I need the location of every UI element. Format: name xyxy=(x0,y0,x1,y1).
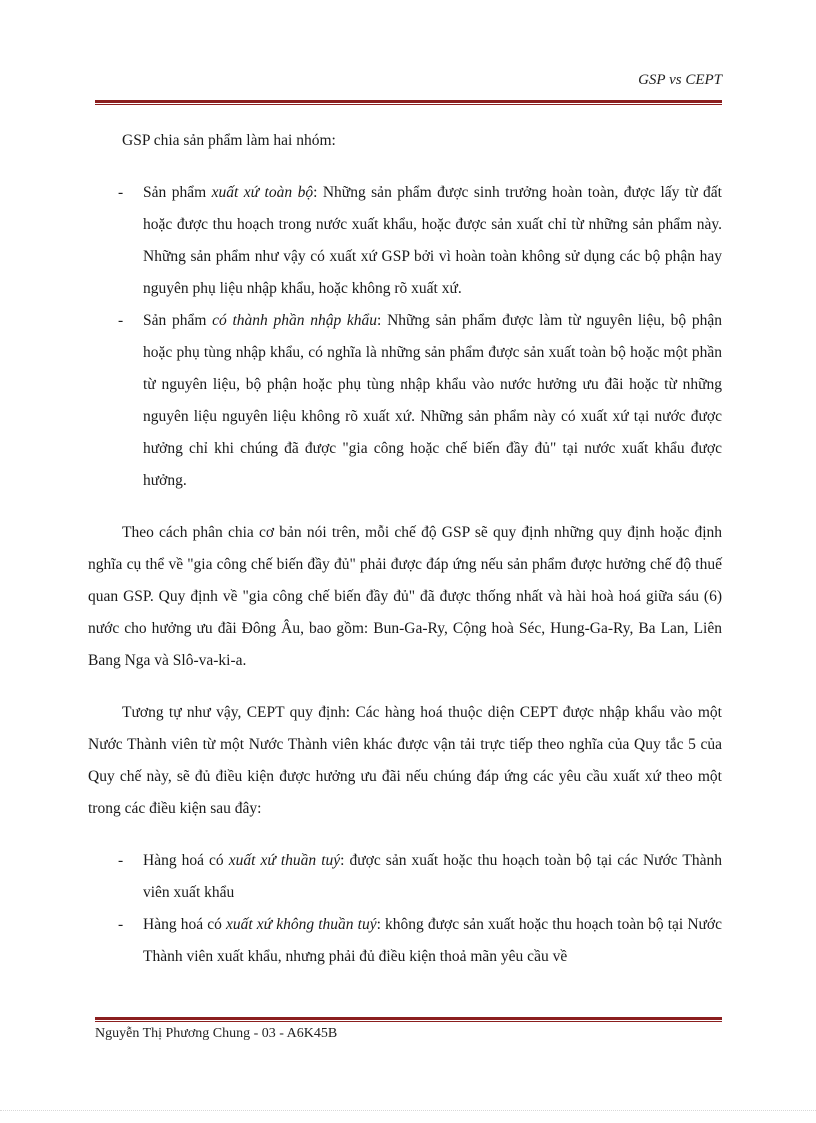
header-title: GSP vs CEPT xyxy=(638,72,722,88)
item-prefix: Hàng hoá có xyxy=(143,916,226,933)
list-item xyxy=(88,845,722,909)
gsp-product-groups-list xyxy=(88,177,722,497)
document-body xyxy=(88,125,722,973)
list-item xyxy=(88,909,722,973)
item-term: có thành phần nhập khẩu xyxy=(212,312,378,329)
item-prefix: Sản phẩm xyxy=(143,184,212,201)
item-text: : không được sản xuất hoặc thu hoạch toàn bộ tại Nước Thành viên xuất khẩu, nhưng phải đủ điều kiện thoả mãn yêu cầu về xyxy=(143,916,722,965)
item-text: : Những sản phẩm được sinh trưởng hoàn toàn, được lấy từ đất hoặc được thu hoạch trong nước xuất khẩu, hoặc được sản xuất chỉ từ những sản phẩm này. Những sản phẩm như vậy có xuất xứ GSP bởi vì hoàn toàn không sử dụng các bộ phận hay nguyên phụ liệu nhập khẩu, hoặc không rõ xuất xứ. xyxy=(143,184,722,297)
item-term: xuất xứ toàn bộ xyxy=(211,184,314,201)
footer-rule xyxy=(95,1017,722,1023)
dash-bullet: - xyxy=(118,916,124,933)
footer-author: Nguyễn Thị Phương Chung - 03 - A6K45B xyxy=(95,1026,338,1041)
item-term: xuất xứ thuần tuý xyxy=(228,852,341,869)
page-edge-divider xyxy=(0,1110,816,1111)
paragraph-gsp-processing: Theo cách phân chia cơ bản nói trên, mỗi chế độ GSP sẽ quy định những quy định hoặc định nghĩa cụ thể về "gia công chế biến đầy đủ" phải được đáp ứng nếu sản phẩm được hưởng chế độ thuế quan GSP. Quy định về "gia công chế biến đầy đủ" đã được thống nhất và hài hoà hoá giữa sáu (6) nước cho hưởng ưu đãi Đông Âu, bao gồm: Bun-Ga-Ry, Cộng hoà Séc, Hung-Ga-Ry, Ba Lan, Liên Bang Nga và Slô-va-ki-a. xyxy=(88,524,722,669)
item-prefix: Hàng hoá có xyxy=(143,852,229,869)
intro-text: GSP chia sản phẩm làm hai nhóm: xyxy=(122,132,336,149)
item-prefix: Sản phẩm xyxy=(143,312,213,329)
paragraph-cept-rules: Tương tự như vậy, CEPT quy định: Các hàng hoá thuộc diện CEPT được nhập khẩu vào một Nước Thành viên từ một Nước Thành viên khác được vận tải trực tiếp theo nghĩa của Quy tắc 5 của Quy chế này, sẽ đủ điều kiện được hưởng ưu đãi nếu chúng đáp ứng các yêu cầu xuất xứ theo một trong các điều kiện sau đây: xyxy=(88,704,722,817)
dash-bullet: - xyxy=(118,852,124,869)
item-term: xuất xứ không thuần tuý xyxy=(225,916,377,933)
item-text: : Những sản phẩm được làm từ nguyên liệu, bộ phận hoặc phụ tùng nhập khẩu, có nghĩa là những sản phẩm được sản xuất toàn bộ hoặc một phần từ nguyên liệu, bộ phận hoặc phụ tùng nhập khẩu vào nước hưởng ưu đãi hoặc từ những nguyên liệu nguyên liệu không rõ xuất xứ. Những sản phẩm này có xuất xứ tại nước được hưởng chỉ khi chúng đã được "gia công hoặc chế biến đầy đủ" tại nước xuất khẩu được hưởng. xyxy=(143,312,722,489)
dash-bullet: - xyxy=(118,184,124,201)
header-rule xyxy=(95,100,722,106)
cept-origin-list xyxy=(88,845,722,973)
list-item xyxy=(88,177,722,305)
dash-bullet: - xyxy=(118,312,124,329)
item-text: : được sản xuất hoặc thu hoạch toàn bộ tại các Nước Thành viên xuất khẩu xyxy=(143,852,723,901)
list-item xyxy=(88,305,722,497)
